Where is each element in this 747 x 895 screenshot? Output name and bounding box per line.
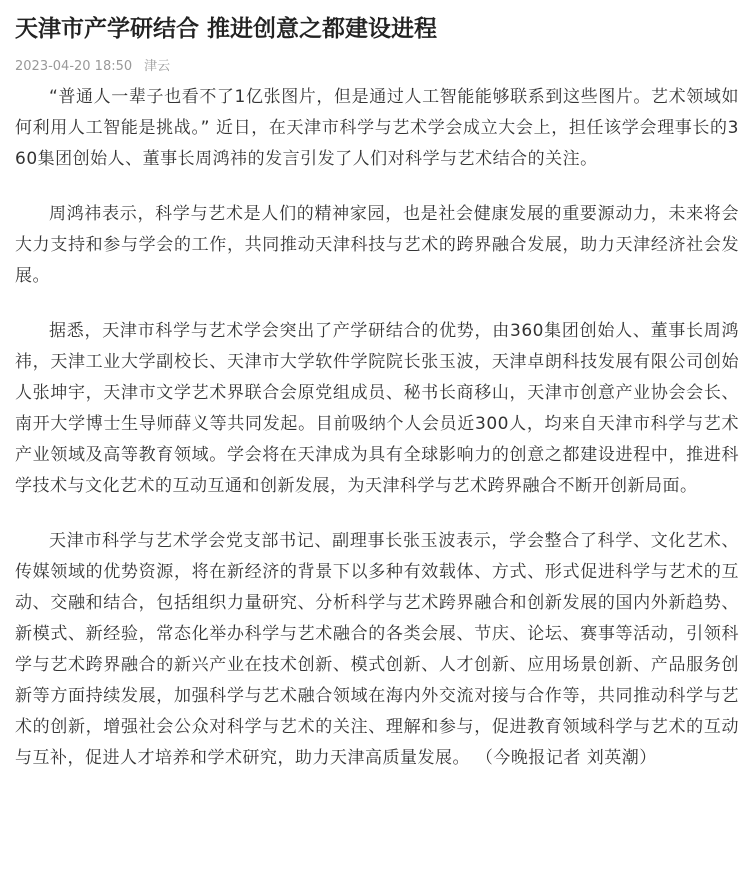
article <box>15 0 739 798</box>
paragraph-4: 天津市科学与艺术学会党支部书记、副理事长张玉波表示，学会整合了科学、文化艺术、传媒领域的优势资源，将在新经济的背景下以多种有效载体、方式、形式促进科学与艺术的互动、交融和结合，包括组织力量研究、分析科学与艺术跨界融合和创新发展的国内外新趋势、新模式、新经验，常态化举办科学与艺术融合的各类会展、节庆、论坛、赛事等活动，引领科学与艺术跨界融合的新兴产业在技术创新、模式创新、人才创新、应用场景创新、产品服务创新等方面持续发展，加强科学与艺术融合领域在海内外交流对接与合作等，共同推动科学与艺术的创新，增强社会公众对科学与艺术的关注、理解和参与，促进教育领域科学与艺术的互动与互补，促进人才培养和学术研究，助力天津高质量发展。 （今晚报记者 刘英潮） <box>15 531 739 768</box>
article-body <box>15 82 739 774</box>
paragraph-2: 周鸿祎表示，科学与艺术是人们的精神家园，也是社会健康发展的重要源动力，未来将会大力支持和参与学会的工作，共同推动天津科技与艺术的跨界融合发展，助力天津经济社会发展。 <box>15 204 739 286</box>
article-source[interactable]: 津云 <box>144 59 171 74</box>
article-title: 天津市产学研结合 推进创意之都建设进程 <box>15 16 438 42</box>
article-meta <box>15 58 739 76</box>
paragraph-1: “普通人一辈子也看不了1亿张图片，但是通过人工智能能够联系到这些图片。艺术领域如何利用人工智能是挑战。” 近日，在天津市科学与艺术学会成立大会上，担任该学会理事长的360集团创始人、董事长周鸿祎的发言引发了人们对科学与艺术结合的关注。 <box>15 87 739 169</box>
publish-date: 2023-04-20 18:50 <box>15 59 133 74</box>
paragraph-3: 据悉，天津市科学与艺术学会突出了产学研结合的优势，由360集团创始人、董事长周鸿祎，天津工业大学副校长、天津市大学软件学院院长张玉波，天津卓朗科技发展有限公司创始人张坤宇，天津市文学艺术界联合会原党组成员、秘书长商移山，天津市创意产业协会会长、南开大学博士生导师薛义等共同发起。目前吸纳个人会员近300人，均来自天津市科学与艺术产业领域及高等教育领域。学会将在天津成为具有全球影响力的创意之都建设进程中，推进科学技术与文化艺术的互动互通和创新发展，为天津科学与艺术跨界融合不断开创新局面。 <box>15 321 739 496</box>
